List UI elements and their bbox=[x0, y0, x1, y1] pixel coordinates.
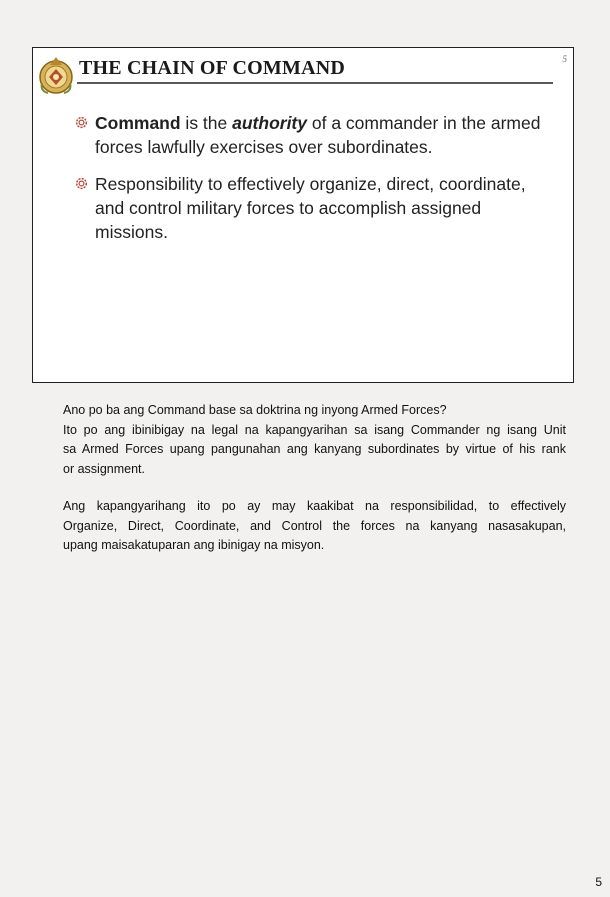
slide-number: 5 bbox=[562, 54, 567, 64]
slide-title: THE CHAIN OF COMMAND bbox=[79, 57, 346, 79]
slide-bullet-command bbox=[75, 111, 545, 159]
slide-bullet-responsibility bbox=[75, 172, 545, 244]
paragraph-line: Organize, Direct, Coordinate, and Control the forces na kanyang nasasakupan, bbox=[63, 518, 566, 533]
bullet-text-connector: is the bbox=[180, 113, 233, 133]
paragraph-line: upang maisakatuparan ang ibinigay na misyon. bbox=[63, 538, 325, 552]
paragraph-line: Ito po ang ibinibigay na legal na kapangyarihan sa isang Commander ng isang Unit bbox=[63, 422, 566, 437]
paragraph-line: sa Armed Forces upang pangunahan ang kanyang subordinates by virtue of his rank bbox=[63, 442, 566, 456]
paragraph-line: Ano po ba ang Command base sa doktrina ng inyong Armed Forces? bbox=[63, 403, 447, 417]
title-underline bbox=[77, 82, 553, 84]
bullet-strong-term: Command bbox=[95, 113, 181, 133]
gear-bullet-icon bbox=[75, 177, 88, 190]
gear-bullet-icon bbox=[75, 116, 88, 129]
bullet-text-rest: of a commander in the armed forces lawfully exercises over subordinates. bbox=[95, 113, 541, 157]
paragraph-command-definition bbox=[63, 401, 566, 479]
slide-image bbox=[32, 47, 574, 383]
military-emblem-icon bbox=[36, 53, 76, 97]
paragraph-responsibility bbox=[63, 497, 566, 556]
bullet-emphasis-term: authority bbox=[232, 113, 307, 133]
paragraph-line: or assignment. bbox=[63, 461, 145, 476]
bullet-text: Responsibility to effectively organize, direct, coordinate, and control military forces to accomplish assigned missions. bbox=[95, 174, 526, 242]
paragraph-line: Ang kapangyarihang ito po ay may kaakibat na responsibilidad, to effectively bbox=[63, 499, 566, 513]
page-number: 5 bbox=[595, 875, 602, 889]
